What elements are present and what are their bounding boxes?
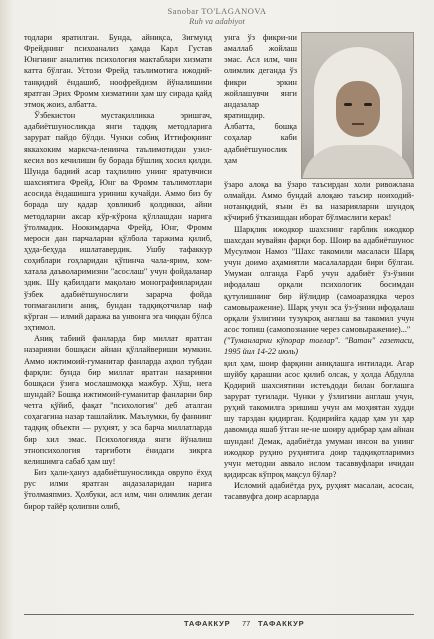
right-column bbox=[224, 32, 414, 503]
paragraph: тодлари яратилган. Бунда, айниқса, Зигмунд Фрейднинг психоанализ ҳамда Карл Густав Юнгнинг аналитик психология мактаблари хизмати катта бўлган. Устози Фрейд таълимотига ижодий-танқидий ёндашиб, ноофрейдизм йўналишини яратган Эрих Фромм хизматини ҳам шу сирада қайд этмоқ жоиз, албатта. bbox=[24, 33, 212, 109]
page-header bbox=[0, 6, 434, 26]
magazine-name: ТАФАККУР bbox=[258, 619, 305, 628]
citation: ("Туманларни кўпорар тоғлар". "Ватан" газетаси, 1995 йил 14-22 июль) bbox=[224, 336, 414, 357]
mouth-shape bbox=[352, 123, 364, 125]
footer-rule bbox=[24, 614, 414, 615]
eye-shape bbox=[344, 103, 352, 106]
page-number: 77 bbox=[242, 619, 251, 628]
eye-shape bbox=[364, 103, 372, 106]
magazine-name: ТАФАККУР bbox=[184, 619, 231, 628]
page-footer bbox=[0, 619, 434, 631]
paragraph: унга ўз фикри-ни амаллаб жойлаш эмас. Асл илм, чин олимлик деганда ўз фикри эркин жойлашувчи янги андазалар яратишдир. Албатта, бошқа соҳалар каби адабиётшунослик ҳам bbox=[224, 33, 297, 165]
paragraph: Аниқ табиий фанларда бир миллат яратган назарияни бошқаси айнан қўллайвериши мумкин. Аммо ижтимоий-гуманитар фанларда аҳвол тубдан фарқли: бунда бир миллат яратган назарияни бошқаси ўзига мослашмоққа мажбур. Хўш, нега шундай? Бошқа ижтимоий-гуманитар фанларни бир четга қўйиб, фақат "психология" деб аталган соҳагагина назар ташлайлик. Маълумки, бу фаннинг тадқиқ объекти — руҳият, у эса барча миллатларда бир хил эмас. Психологияда янги йўналиш этнопсихология тарғиботи ёнидаги зикрга келишимга сабаб ҳам шу! bbox=[24, 334, 212, 466]
author-name: Sanobar TO'LAGANOVA bbox=[167, 6, 267, 16]
paragraph: Исломий адабиётда руҳ, руҳият масалаи, асосан, тасаввуфга доир асарларда bbox=[224, 481, 414, 502]
paragraph: ўзаро алоқа ва ўзаро таъсирдан холи ривожлана олмайди. Аммо бундай алоқаю таъсир ноиходий-нотанқидий, яъни ёз ва назарияларни шундоқ кўчириб ўтказишдан иборат бўлмаслиги керак! bbox=[224, 180, 414, 223]
left-column bbox=[24, 32, 212, 512]
face-shape bbox=[336, 81, 380, 137]
author-photo bbox=[301, 32, 414, 179]
paragraph: Шарқлик ижодкор шахснинг ғарблик ижодкор шахсдан мувайян фарқи бор. Шоир ва адабиётшунос Мусулмон Намоз "Шахс такомили масаласи Шарқ учун доимо аҳамиятли масалалардан бири бўлган. Умуман олганда Ғарб учун адабиёт ўз-ўзини ифодалаш орқали психологик босимдан қутулишнинг бир йўлидир (самоаразядка чероз самовыражение). Шарқ учун эса ўз-ўзини ифодалаш орқали ўзлигини тузукроқ англаш ва такомил учун асос топиш (самопознание через самовыражение)..." bbox=[224, 224, 414, 335]
section-title: Ruh va adabiyot bbox=[189, 16, 245, 26]
paragraph: қил ҳам, шоир фарқини аниқлашга интилади. Агар шуйбу қарашни асос қилиб олсак, у ҳолда Абдулла Қодирий шахсиятини истеъдоди билан боғлашга зарурат туғилади. Чунки у ўзлигини англаш учун, руҳий такомилга эришиш учун ам моҳиятан худди шу тарздан қидирган. Қодирийга қадар ҳам ун ҳар давомида яшаб ўтган не-не шоиру адибрар ҳам айнан шундан! Демак, адабиётда умуман инсон ва унинг ижодкор руҳию руҳиятига доир тадқиқотларимиз учун методни аввало ислом тасаввуфлари ичидан қидирсак кўпроқ мақсул бўлар? bbox=[224, 358, 414, 480]
paragraph: Биз ҳали-ҳануз адабиётшуносликда оврупо ёхуд рус илми яратган андазаларидан нарига ўтолмаяпмиз. Ҳолбуки, асл илм, чин олимлик деган бирор тайёр қолипни олиб, bbox=[24, 468, 212, 511]
paragraph: Ўзбекистон мустақилликка эришгач, адабиётшуносликда янги тадқиқ методларига зарурат пайдо бўлди. Чунки собиқ Иттифоқнинг яккахоким марксча-ленинча таълимотидан узил-кесил воз кечилиши бу борада бўшлиқ хосил қилди. Шунда бадиий асар таҳлилию унинг яратувчиси шахсиятига Фрейд, Юнг ва Фромм таълимотлари асосида ёндашишга уриниш кучайди. Аммо биз бу борада шу қадар ҳовликиб қолдикки, айни методларни аксар кўр-кўрона қўллашдан нарига ўтолмадик. Ноокимдарча Фрейд, Юнг, Фромм мероси дан парчаларни қўлбола таржима қилиб, ҳуда-беҳуда ишлатавердик. Ушбу тафаккур соҳиблари гоҳларидан қўпинча чала-ярим, хом-хатала даъволаримизни "асослаш" учун фойдаланар эдик. Шу қабилдаги мақолаю монографияларидан ўзбек адабиётшунослиги зарарча фойда топмаганлиги аниқ, бундан тадқиқотчилар наф кўрган — илмий даража ва унвонга эга чиққан бўлса эҳтимол. bbox=[24, 111, 212, 333]
